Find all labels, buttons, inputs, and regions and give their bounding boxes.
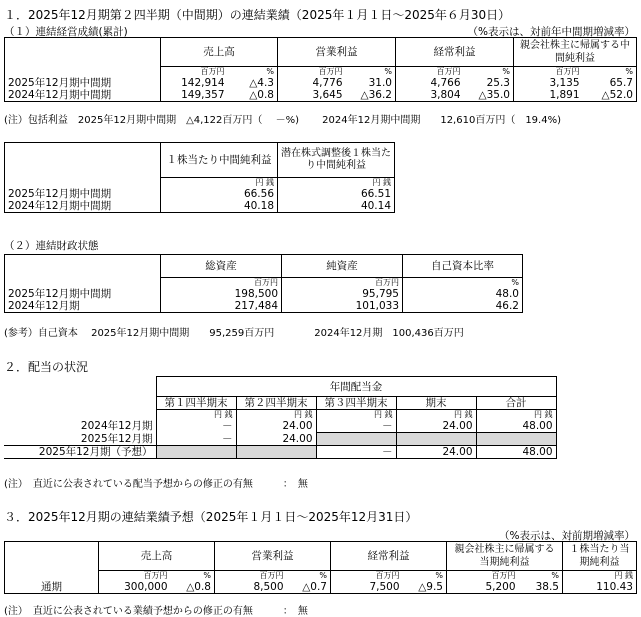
section1-subtitle: （１）連結経営成績(累計) [4, 26, 128, 38]
table-row [5, 188, 395, 200]
unit: % [403, 570, 447, 581]
unit: 百万円 [215, 570, 287, 581]
cell: 3,645 [278, 89, 346, 102]
unit-blank [4, 410, 156, 421]
cell: △0.8 [171, 581, 215, 594]
operating-results-table [4, 37, 637, 102]
cell: 24.00 [236, 420, 316, 433]
cell: 66.51 [278, 188, 395, 200]
header-net-income: 親会社株主に帰属する中間純利益 [514, 38, 637, 67]
cell: － [316, 420, 396, 433]
dividend-revision-note: (注） 直近に公表されている配当予想からの修正の有無 ： 無 [4, 479, 308, 490]
cell [236, 446, 316, 459]
cell: △9.5 [403, 581, 447, 594]
header-year-end: 期末 [396, 397, 476, 410]
cell: 149,357 [161, 89, 228, 102]
unit: 円 銭 [396, 410, 476, 421]
cell: 142,914 [161, 77, 228, 89]
unit: 円 銭 [156, 410, 236, 421]
header-ordinary-profit: 経常利益 [396, 38, 514, 67]
cell: 5,200 [447, 581, 519, 594]
header-total-assets: 総資産 [161, 255, 282, 278]
unit: 百万円 [161, 66, 228, 77]
header-total: 合計 [476, 397, 556, 410]
unit-blank [5, 277, 161, 288]
cell: － [316, 446, 396, 459]
header-eps: １株当たり当期純利益 [563, 542, 637, 571]
unit: % [583, 66, 637, 77]
row-label: 2024年12月期中間期 [5, 89, 161, 102]
cell: 31.0 [346, 77, 396, 89]
cell: 300,000 [99, 581, 171, 594]
unit: % [403, 277, 523, 288]
header-net-assets: 純資産 [282, 255, 403, 278]
table-row [5, 89, 637, 102]
cell: 48.0 [403, 288, 523, 300]
eps-table [4, 142, 395, 213]
forecast-rate-note: （%表示は、対前期増減率） [499, 530, 635, 542]
cell [396, 433, 476, 446]
header-net-sales: 売上高 [99, 542, 215, 571]
cell: 4,776 [278, 77, 346, 89]
cell [476, 433, 556, 446]
cell: 24.00 [396, 420, 476, 433]
cell [316, 433, 396, 446]
header-q3-end: 第３四半期末 [316, 397, 396, 410]
table-row [5, 77, 637, 89]
header-blank [5, 38, 161, 67]
section-financial-position-title: （２）連結財政状態 [4, 240, 99, 252]
unit: 百万円 [514, 66, 583, 77]
dividends-title: ２．配当の状況 [4, 360, 89, 374]
unit: 百万円 [161, 277, 282, 288]
cell: △4.3 [228, 77, 278, 89]
header-operating-profit: 営業利益 [215, 542, 331, 571]
cell: 8,500 [215, 581, 287, 594]
cell: 66.56 [161, 188, 278, 200]
unit: % [519, 570, 563, 581]
cell: 101,033 [282, 300, 403, 313]
cell: 48.00 [476, 446, 556, 459]
header-net-sales: 売上高 [161, 38, 278, 67]
header-blank [4, 377, 156, 397]
unit: 円 銭 [563, 570, 637, 581]
cell: 25.3 [464, 77, 514, 89]
unit: 円 銭 [161, 177, 278, 188]
unit: 百万円 [396, 66, 464, 77]
cell: 1,891 [514, 89, 583, 102]
row-label: 通期 [5, 581, 99, 594]
row-label: 2024年12月期 [5, 300, 161, 313]
forecast-title: ３．2025年12月期の連結業績予想（2025年１月１日～2025年12月31日） [4, 510, 418, 524]
row-label: 2025年12月期中間期 [5, 288, 161, 300]
row-label: 2025年12月期中間期 [5, 188, 161, 200]
cell: △35.0 [464, 89, 514, 102]
cell: 95,795 [282, 288, 403, 300]
unit: 百万円 [278, 66, 346, 77]
unit: 百万円 [447, 570, 519, 581]
cell: 3,804 [396, 89, 464, 102]
cell: 7,500 [331, 581, 403, 594]
row-label: 2025年12月期（予想） [4, 446, 156, 459]
cell: 4,766 [396, 77, 464, 89]
unit: 百万円 [99, 570, 171, 581]
header-blank [5, 542, 99, 571]
cell: △36.2 [346, 89, 396, 102]
unit: 円 銭 [476, 410, 556, 421]
cell: △0.8 [228, 89, 278, 102]
unit-blank [5, 66, 161, 77]
header-q2-end: 第２四半期末 [236, 397, 316, 410]
cell: 217,484 [161, 300, 282, 313]
header-blank [4, 397, 156, 410]
table-row [5, 288, 523, 300]
unit: % [228, 66, 278, 77]
header-diluted-eps: 潜在株式調整後１株当たり中間純利益 [278, 143, 395, 178]
cell: 24.00 [236, 433, 316, 446]
unit: % [287, 570, 331, 581]
cell: 38.5 [519, 581, 563, 594]
header-equity-ratio: 自己資本比率 [403, 255, 523, 278]
cell: 24.00 [396, 446, 476, 459]
cell: △0.7 [287, 581, 331, 594]
row-label: 2025年12月期中間期 [5, 77, 161, 89]
cell: 3,135 [514, 77, 583, 89]
table-row [4, 433, 556, 446]
unit: 円 銭 [236, 410, 316, 421]
table-row [5, 300, 523, 313]
unit: 百万円 [331, 570, 403, 581]
forecast-revision-note: (注） 直近に公表されている業績予想からの修正の有無 ： 無 [4, 606, 308, 617]
table-row [4, 420, 556, 433]
table-row [4, 446, 556, 459]
unit: % [464, 66, 514, 77]
cell [156, 446, 236, 459]
cell: 40.14 [278, 200, 395, 213]
comprehensive-income-note: (注）包括利益 2025年12月期中間期 △4,122百万円（ －%) 2024年12月期中間期 12,610百万円（ 19.4%) [4, 115, 561, 126]
table-row [5, 200, 395, 213]
cell: 46.2 [403, 300, 523, 313]
cell: △52.0 [583, 89, 637, 102]
header-q1-end: 第１四半期末 [156, 397, 236, 410]
equity-reference-note: (参考）自己資本 2025年12月期中間期 95,259百万円 2024年12月期 100,436百万円 [4, 328, 464, 339]
cell: 65.7 [583, 77, 637, 89]
header-ordinary-profit: 経常利益 [331, 542, 447, 571]
cell: 48.00 [476, 420, 556, 433]
unit: % [346, 66, 396, 77]
cell: － [156, 433, 236, 446]
financial-position-table [4, 254, 523, 313]
unit: % [171, 570, 215, 581]
unit: 百万円 [282, 277, 403, 288]
row-label: 2025年12月期 [80, 432, 153, 445]
unit-blank [5, 177, 161, 188]
cell: － [156, 420, 236, 433]
dividends-table [4, 376, 557, 459]
unit: 円 銭 [278, 177, 395, 188]
header-blank [5, 255, 161, 278]
header-eps: １株当たり中間純利益 [161, 143, 278, 178]
unit: 円 銭 [316, 410, 396, 421]
cell: 110.43 [563, 581, 637, 594]
cell: 40.18 [161, 200, 278, 213]
unit-blank [5, 570, 99, 581]
row-label: 2024年12月期 [80, 420, 153, 433]
section1-rate-note: （%表示は、対前年中間期増減率） [467, 26, 635, 38]
header-net-income: 親会社株主に帰属する当期純利益 [447, 542, 563, 571]
forecast-table [4, 541, 637, 594]
section1-title: １．2025年12月期第２四半期（中間期）の連結業績（2025年１月１日～2025年６月30日） [4, 8, 511, 22]
table-row [5, 581, 637, 594]
cell: 198,500 [161, 288, 282, 300]
header-blank [5, 143, 161, 178]
header-annual-dividends: 年間配当金 [156, 377, 556, 397]
header-operating-profit: 営業利益 [278, 38, 396, 67]
row-label: 2024年12月期中間期 [5, 200, 161, 213]
